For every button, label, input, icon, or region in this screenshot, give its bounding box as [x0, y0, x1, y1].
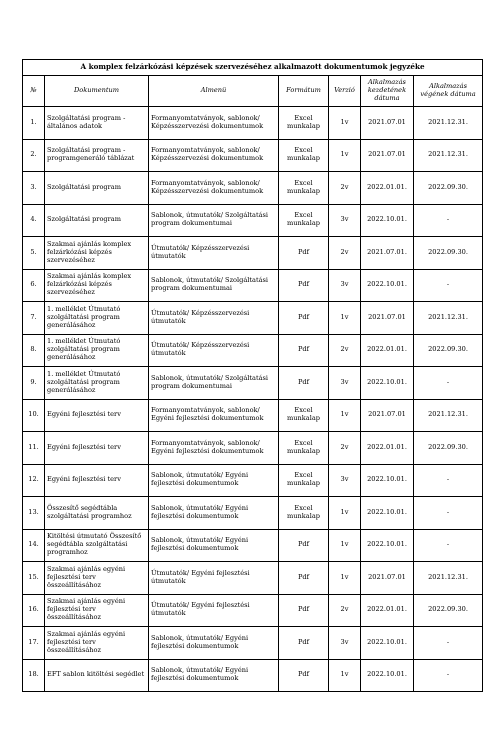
cell-start-date: 2022.01.01. [361, 594, 414, 627]
cell-format: Excel munkalap [279, 464, 329, 497]
cell-number: 17. [23, 627, 45, 660]
cell-start-date: 2021.07.01 [361, 399, 414, 432]
table-body [23, 107, 483, 692]
cell-submenu: Sablonok, útmutatók/ Szolgáltatási program dokumentumai [149, 269, 279, 302]
cell-end-date: 2022.09.30. [414, 334, 483, 367]
col-header-version: Verzió [329, 76, 361, 107]
cell-document: Egyéni fejlesztési terv [45, 432, 149, 465]
cell-document: Egyéni fejlesztési terv [45, 399, 149, 432]
cell-number: 16. [23, 594, 45, 627]
cell-version: 2v [329, 334, 361, 367]
table-row [23, 334, 483, 367]
cell-start-date: 2022.10.01. [361, 269, 414, 302]
cell-end-date: - [414, 367, 483, 400]
cell-number: 10. [23, 399, 45, 432]
cell-document: Egyéni fejlesztési terv [45, 464, 149, 497]
cell-format: Excel munkalap [279, 139, 329, 172]
cell-document: Szolgáltatási program - programgeneráló táblázat [45, 139, 149, 172]
col-header-submenu: Almenü [149, 76, 279, 107]
cell-start-date: 2021.07.01 [361, 139, 414, 172]
cell-document: Szolgáltatási program [45, 172, 149, 205]
cell-format: Excel munkalap [279, 432, 329, 465]
cell-format: Pdf [279, 269, 329, 302]
col-header-start-date: Alkalmazás kezdetének dátuma [361, 76, 414, 107]
cell-number: 18. [23, 659, 45, 692]
cell-format: Pdf [279, 334, 329, 367]
cell-end-date: - [414, 497, 483, 530]
cell-start-date: 2022.01.01. [361, 334, 414, 367]
cell-format: Pdf [279, 594, 329, 627]
cell-number: 11. [23, 432, 45, 465]
cell-number: 9. [23, 367, 45, 400]
table-row [23, 432, 483, 465]
table-row [23, 627, 483, 660]
cell-start-date: 2022.10.01. [361, 659, 414, 692]
cell-submenu: Sablonok, útmutatók/ Egyéni fejlesztési dokumentumok [149, 529, 279, 562]
cell-document: 1. melléklet Útmutató szolgáltatási program generálásához [45, 334, 149, 367]
cell-version: 1v [329, 107, 361, 140]
cell-format: Pdf [279, 302, 329, 335]
cell-start-date: 2022.01.01. [361, 172, 414, 205]
cell-submenu: Formanyomtatványok, sablonok/ Képzésszervezési dokumentumok [149, 172, 279, 205]
cell-end-date: 2021.12.31. [414, 107, 483, 140]
table-row [23, 367, 483, 400]
cell-end-date: 2022.09.30. [414, 237, 483, 270]
cell-submenu: Formanyomtatványok, sablonok/ Képzésszervezési dokumentumok [149, 107, 279, 140]
cell-submenu: Útmutatók/ Képzésszervezési útmutatók [149, 237, 279, 270]
cell-start-date: 2021.07.01 [361, 107, 414, 140]
cell-submenu: Formanyomtatványok, sablonok/ Egyéni fejlesztési dokumentumok [149, 432, 279, 465]
table-row [23, 302, 483, 335]
cell-number: 4. [23, 204, 45, 237]
cell-number: 6. [23, 269, 45, 302]
table-row [23, 399, 483, 432]
cell-number: 13. [23, 497, 45, 530]
cell-submenu: Formanyomtatványok, sablonok/ Képzésszervezési dokumentumok [149, 139, 279, 172]
cell-document: Szolgáltatási program - általános adatok [45, 107, 149, 140]
cell-format: Pdf [279, 627, 329, 660]
cell-format: Pdf [279, 562, 329, 595]
cell-submenu: Sablonok, útmutatók/ Egyéni fejlesztési dokumentumok [149, 659, 279, 692]
cell-version: 1v [329, 302, 361, 335]
cell-start-date: 2022.10.01. [361, 367, 414, 400]
cell-version: 1v [329, 399, 361, 432]
cell-end-date: 2022.09.30. [414, 172, 483, 205]
cell-document: 1. melléklet Útmutató szolgáltatási program generálásához [45, 302, 149, 335]
cell-format: Excel munkalap [279, 107, 329, 140]
table-row [23, 562, 483, 595]
table-row [23, 172, 483, 205]
cell-document: EFT sablon kitöltési segédlet [45, 659, 149, 692]
cell-submenu: Útmutatók/ Egyéni fejlesztési útmutatók [149, 594, 279, 627]
cell-number: 14. [23, 529, 45, 562]
cell-document: Szakmai ajánlás komplex felzárkózási képzés szervezéséhez [45, 269, 149, 302]
cell-end-date: - [414, 627, 483, 660]
cell-version: 3v [329, 204, 361, 237]
table-row [23, 204, 483, 237]
cell-document: Összesítő segédtábla szolgáltatási programhoz [45, 497, 149, 530]
cell-number: 15. [23, 562, 45, 595]
cell-start-date: 2021.07.01 [361, 562, 414, 595]
cell-number: 2. [23, 139, 45, 172]
cell-end-date: 2021.12.31. [414, 139, 483, 172]
col-header-number: № [23, 76, 45, 107]
cell-format: Excel munkalap [279, 204, 329, 237]
cell-document: Szolgáltatási program [45, 204, 149, 237]
cell-submenu: Sablonok, útmutatók/ Szolgáltatási program dokumentumai [149, 367, 279, 400]
table-row [23, 594, 483, 627]
cell-version: 1v [329, 497, 361, 530]
cell-start-date: 2022.10.01. [361, 627, 414, 660]
table-title: A komplex felzárkózási képzések szervezéséhez alkalmazott dokumentumok jegyzéke [23, 60, 483, 76]
cell-submenu: Formanyomtatványok, sablonok/ Egyéni fejlesztési dokumentumok [149, 399, 279, 432]
table-row [23, 107, 483, 140]
cell-version: 3v [329, 367, 361, 400]
cell-submenu: Sablonok, útmutatók/ Egyéni fejlesztési dokumentumok [149, 627, 279, 660]
cell-version: 3v [329, 627, 361, 660]
cell-number: 3. [23, 172, 45, 205]
cell-version: 1v [329, 529, 361, 562]
cell-end-date: 2021.12.31. [414, 562, 483, 595]
table-row [23, 659, 483, 692]
cell-start-date: 2022.10.01. [361, 464, 414, 497]
table-row [23, 497, 483, 530]
cell-format: Pdf [279, 237, 329, 270]
document-list-table [22, 59, 483, 692]
cell-version: 3v [329, 269, 361, 302]
cell-start-date: 2022.01.01. [361, 432, 414, 465]
cell-version: 1v [329, 139, 361, 172]
col-header-format: Formátum [279, 76, 329, 107]
cell-document: Szakmai ajánlás egyéni fejlesztési terv összeállításához [45, 627, 149, 660]
cell-number: 7. [23, 302, 45, 335]
cell-end-date: 2021.12.31. [414, 302, 483, 335]
cell-number: 12. [23, 464, 45, 497]
cell-number: 5. [23, 237, 45, 270]
table-row [23, 269, 483, 302]
cell-end-date: - [414, 529, 483, 562]
cell-end-date: - [414, 204, 483, 237]
cell-start-date: 2022.10.01. [361, 204, 414, 237]
cell-start-date: 2022.10.01. [361, 497, 414, 530]
cell-version: 3v [329, 464, 361, 497]
cell-start-date: 2022.10.01. [361, 529, 414, 562]
cell-document: Szakmai ajánlás komplex felzárkózási képzés szervezéséhez [45, 237, 149, 270]
cell-document: 1. melléklet Útmutató szolgáltatási program generálásához [45, 367, 149, 400]
cell-version: 1v [329, 659, 361, 692]
table-row [23, 237, 483, 270]
cell-format: Pdf [279, 659, 329, 692]
cell-format: Pdf [279, 367, 329, 400]
cell-start-date: 2021.07.01. [361, 237, 414, 270]
cell-format: Excel munkalap [279, 497, 329, 530]
table-row [23, 464, 483, 497]
cell-end-date: - [414, 659, 483, 692]
cell-version: 1v [329, 562, 361, 595]
cell-version: 2v [329, 172, 361, 205]
table-row [23, 139, 483, 172]
cell-submenu: Sablonok, útmutatók/ Egyéni fejlesztési dokumentumok [149, 464, 279, 497]
header-row [23, 76, 483, 107]
cell-end-date: - [414, 269, 483, 302]
cell-submenu: Sablonok, útmutatók/ Egyéni fejlesztési dokumentumok [149, 497, 279, 530]
cell-version: 2v [329, 594, 361, 627]
cell-end-date: 2022.09.30. [414, 594, 483, 627]
cell-submenu: Útmutatók/ Egyéni fejlesztési útmutatók [149, 562, 279, 595]
cell-document: Kitöltési útmutató Összesítő segédtábla szolgáltatási programhoz [45, 529, 149, 562]
cell-document: Szakmai ajánlás egyéni fejlesztési terv összeállításához [45, 594, 149, 627]
cell-format: Pdf [279, 529, 329, 562]
cell-end-date: 2021.12.31. [414, 399, 483, 432]
table-row [23, 529, 483, 562]
cell-submenu: Útmutatók/ Képzésszervezési útmutatók [149, 302, 279, 335]
cell-start-date: 2021.07.01 [361, 302, 414, 335]
cell-number: 8. [23, 334, 45, 367]
cell-format: Excel munkalap [279, 399, 329, 432]
cell-version: 2v [329, 237, 361, 270]
cell-number: 1. [23, 107, 45, 140]
cell-end-date: - [414, 464, 483, 497]
cell-version: 2v [329, 432, 361, 465]
cell-end-date: 2022.09.30. [414, 432, 483, 465]
col-header-document: Dokumentum [45, 76, 149, 107]
cell-submenu: Útmutatók/ Képzésszervezési útmutatók [149, 334, 279, 367]
cell-document: Szakmai ajánlás egyéni fejlesztési terv összeállításához [45, 562, 149, 595]
col-header-end-date: Alkalmazás végének dátuma [414, 76, 483, 107]
cell-format: Excel munkalap [279, 172, 329, 205]
cell-submenu: Sablonok, útmutatók/ Szolgáltatási program dokumentumai [149, 204, 279, 237]
